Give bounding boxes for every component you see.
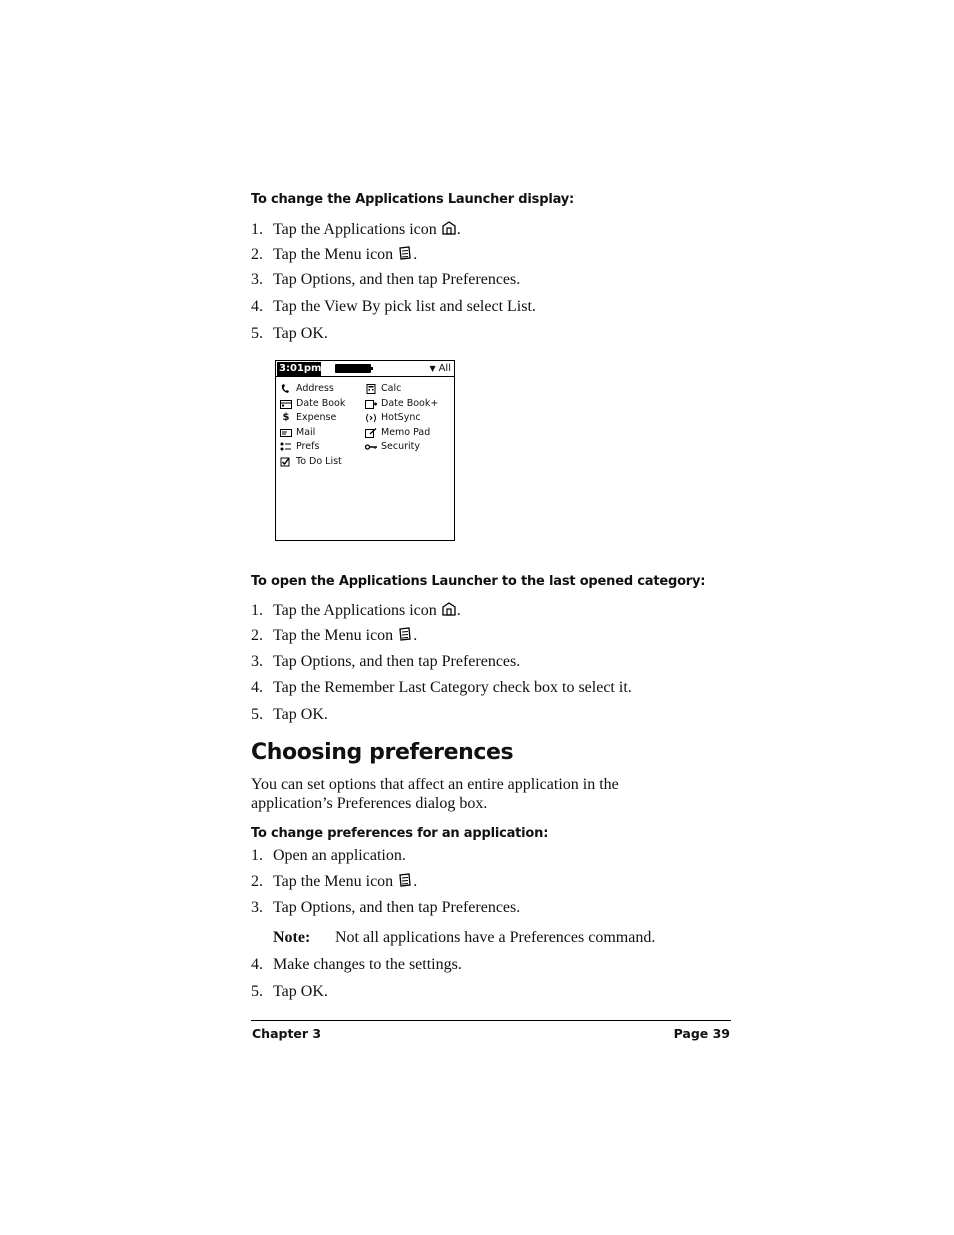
list-item: 2. Tap the Menu icon . bbox=[251, 873, 418, 890]
app-to-do-list[interactable]: To Do List bbox=[280, 456, 342, 468]
calculator-icon bbox=[365, 384, 377, 394]
list-item: 3. Tap Options, and then tap Preferences. bbox=[251, 899, 521, 916]
app-prefs[interactable]: Prefs bbox=[280, 441, 319, 453]
key-icon bbox=[365, 442, 377, 452]
intro-paragraph: You can set options that affect an entire application in the application’s Preferences dialog box. bbox=[251, 776, 619, 812]
calendar-plus-icon bbox=[365, 399, 377, 409]
battery-icon bbox=[335, 364, 371, 373]
list-item: 3. Tap Options, and then tap Preferences. bbox=[251, 653, 521, 670]
app-memo-pad[interactable]: Memo Pad bbox=[365, 427, 430, 439]
prefs-icon bbox=[280, 442, 292, 452]
dollar-icon: $ bbox=[282, 412, 290, 423]
checkbox-icon bbox=[280, 457, 292, 467]
menu-icon bbox=[397, 872, 413, 888]
list-item: 2. Tap the Menu icon . bbox=[251, 246, 418, 263]
list-item: 2. Tap the Menu icon . bbox=[251, 627, 418, 644]
list-item: 1. Open an application. bbox=[251, 847, 406, 864]
memo-pencil-icon bbox=[365, 428, 377, 438]
procedure-heading-last-category: To open the Applications Launcher to the last opened category: bbox=[251, 574, 706, 589]
procedure-heading-app-preferences: To change preferences for an application: bbox=[251, 826, 549, 841]
triangle-down-icon: ▼ bbox=[429, 364, 436, 373]
footer-chapter: Chapter 3 bbox=[252, 1026, 322, 1041]
palm-launcher-screenshot bbox=[275, 360, 455, 541]
list-item: 1. Tap the Applications icon . bbox=[251, 602, 461, 619]
clock: 3:01pm bbox=[279, 363, 322, 374]
title-rule bbox=[276, 376, 454, 377]
app-date-book-plus[interactable]: Date Book+ bbox=[365, 398, 438, 410]
app-mail[interactable]: Mail bbox=[280, 427, 315, 439]
calendar-icon bbox=[280, 399, 292, 409]
list-item: 5. Tap OK. bbox=[251, 706, 328, 723]
menu-icon bbox=[397, 626, 413, 642]
applications-icon bbox=[441, 601, 457, 617]
category-picker[interactable]: ▼ All bbox=[429, 363, 451, 374]
list-item: 4. Tap the View By pick list and select List. bbox=[251, 298, 536, 315]
list-item: 1. Tap the Applications icon . bbox=[251, 221, 461, 238]
list-item: 4. Tap the Remember Last Category check box to select it. bbox=[251, 679, 632, 696]
app-security[interactable]: Security bbox=[365, 441, 420, 453]
menu-icon bbox=[397, 245, 413, 261]
mail-icon bbox=[280, 428, 292, 438]
list-item: 5. Tap OK. bbox=[251, 983, 328, 1000]
phone-icon bbox=[280, 384, 292, 394]
section-title: Choosing preferences bbox=[251, 740, 514, 765]
note bbox=[273, 929, 655, 947]
app-date-book[interactable]: Date Book bbox=[280, 398, 345, 410]
list-item: 5. Tap OK. bbox=[251, 325, 328, 342]
procedure-heading-launcher-display: To change the Applications Launcher display: bbox=[251, 192, 575, 207]
hotsync-icon bbox=[365, 413, 377, 423]
app-expense[interactable]: $ Expense bbox=[280, 412, 336, 424]
applications-icon bbox=[441, 220, 457, 236]
note-text: Not all applications have a Preferences command. bbox=[335, 929, 656, 946]
footer-page-number: Page 39 bbox=[673, 1026, 730, 1041]
app-address[interactable]: Address bbox=[280, 383, 334, 395]
app-hotsync[interactable]: HotSync bbox=[365, 412, 421, 424]
list-item: 3. Tap Options, and then tap Preferences. bbox=[251, 271, 521, 288]
app-calc[interactable]: Calc bbox=[365, 383, 401, 395]
footer-rule bbox=[251, 1020, 731, 1021]
list-item: 4. Make changes to the settings. bbox=[251, 956, 462, 973]
note-label: Note: bbox=[273, 929, 311, 946]
